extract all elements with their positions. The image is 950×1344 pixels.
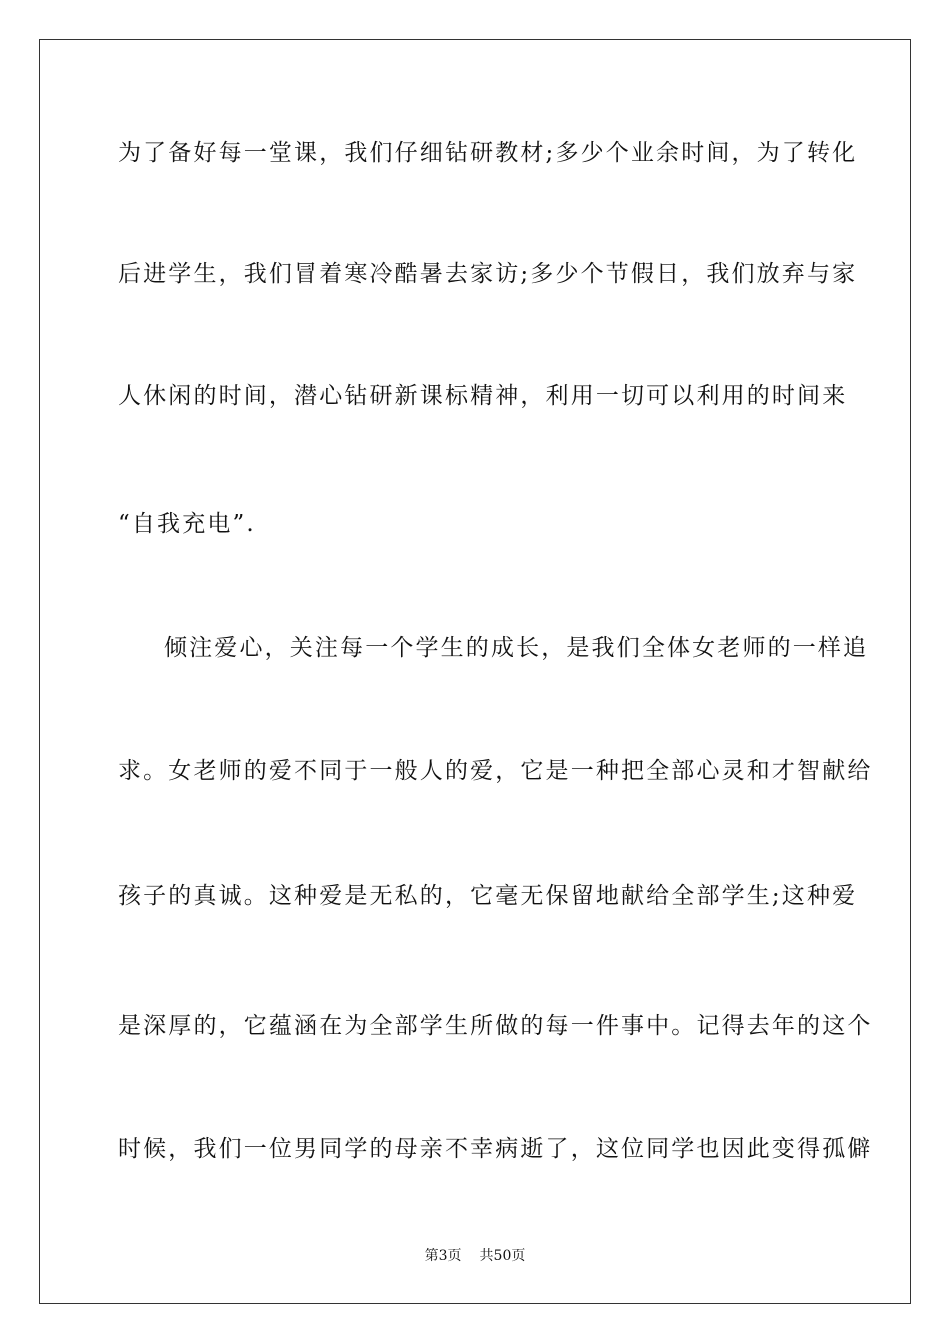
page-number: 第3页 (424, 1248, 462, 1264)
page-total: 共50页 (479, 1248, 526, 1264)
body-text-line: 是深厚的，它蕴涵在为全部学生所做的每一件事中。记得去年的这个 (118, 1013, 873, 1039)
body-text-line: 时候，我们一位男同学的母亲不幸病逝了，这位同学也因此变得孤僻 (118, 1136, 873, 1162)
page-footer (0, 1247, 950, 1265)
body-text-line: 求。女老师的爱不同于一般人的爱，它是一种把全部心灵和才智献给 (118, 758, 873, 784)
body-text-line: “自我充电”. (118, 511, 256, 537)
page-border (39, 39, 911, 1304)
body-text-line: 孩子的真诚。这种爱是无私的，它毫无保留地献给全部学生;这种爱 (118, 883, 858, 909)
body-text-line: 为了备好每一堂课，我们仔细钻研教材;多少个业余时间，为了转化 (118, 140, 858, 166)
body-text-line: 后进学生，我们冒着寒冷酷暑去家访;多少个节假日，我们放弃与家 (118, 261, 858, 287)
paragraph-first-line: 倾注爱心，关注每一个学生的成长，是我们全体女老师的一样追 (164, 635, 869, 661)
body-text-line: 人休闲的时间，潜心钻研新课标精神，利用一切可以利用的时间来 (118, 383, 848, 409)
